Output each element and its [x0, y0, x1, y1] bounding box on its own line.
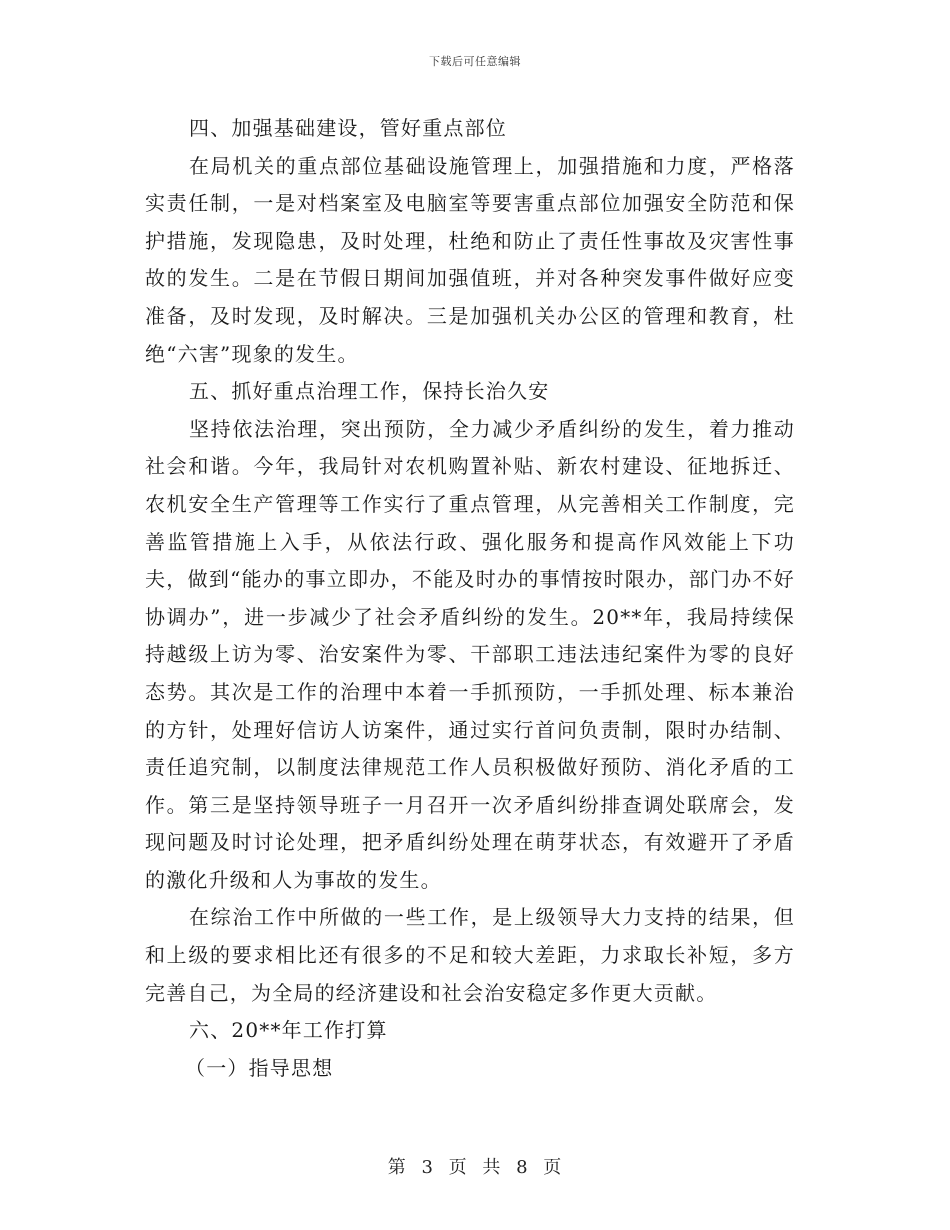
footer-label-page-unit: 页 — [448, 1157, 468, 1178]
section-paragraph-5: 坚持依法治理，突出预防，全力减少矛盾纠纷的发生，着力推动社会和谐。今年，我局针对农机购置补贴、新农村建设、征地拆迁、农机安全生产管理等工作实行了重点管理，从完善相关工作制度，完善监管措施上入手，从依法行政、强化服务和提高作风效能上下功夫，做到“能办的事立即办，不能及时办的事情按时限办，部门办不好协调办”，进一步减少了社会矛盾纠纷的发生。20**年，我局持续保持越级上访为零、治安案件为零、干部职工违法违纪案件为零的良好态势。其次是工作的治理中本着一手抓预防，一手抓处理、标本兼治的方针，处理好信访人访案件，通过实行首问负责制，限时办结制、责任追究制，以制度法律规范工作人员积极做好预防、消化矛盾的工作。第三是坚持领导班子一月召开一次矛盾纠纷排查调处联席会，发现问题及时讨论处理，把矛盾纠纷处理在萌芽状态，有效避开了矛盾的激化升级和人为事故的发生。 — [145, 416, 795, 892]
document-body — [145, 110, 795, 1087]
section-heading-4: 四、加强基础建设，管好重点部位 — [189, 116, 507, 140]
subsection-heading-1: （一）指导思想 — [185, 1055, 334, 1080]
footer-total-pages: 8 — [516, 1157, 529, 1178]
footer-current-page: 3 — [421, 1157, 434, 1178]
section-paragraph-4: 在局机关的重点部位基础设施管理上，加强措施和力度，严格落实责任制，一是对档案室及电脑室等要害重点部位加强安全防范和保护措施，发现隐患，及时处理，杜绝和防止了责任性事故及灾害性事故的发生。二是在节假日期间加强值班，并对各种突发事件做好应变准备，及时发现，及时解决。三是加强机关办公区的管理和教育，杜绝“六害”现象的发生。 — [145, 153, 795, 366]
page-footer — [0, 1153, 950, 1179]
summary-paragraph: 在综治工作中所做的一些工作，是上级领导大力支持的结果，但和上级的要求相比还有很多的不足和较大差距，力求取长补短，多方完善自己，为全局的经济建设和社会治安稳定多作更大贡献。 — [145, 905, 795, 1005]
section-heading-6: 六、20**年工作打算 — [189, 1018, 388, 1043]
footer-label-total: 共 — [482, 1157, 502, 1178]
footer-label-page: 第 — [387, 1157, 407, 1178]
footer-label-total-unit: 页 — [543, 1157, 563, 1178]
section-heading-5: 五、抓好重点治理工作，保持长治久安 — [189, 379, 550, 404]
header-note: 下载后可任意编辑 — [429, 55, 521, 68]
